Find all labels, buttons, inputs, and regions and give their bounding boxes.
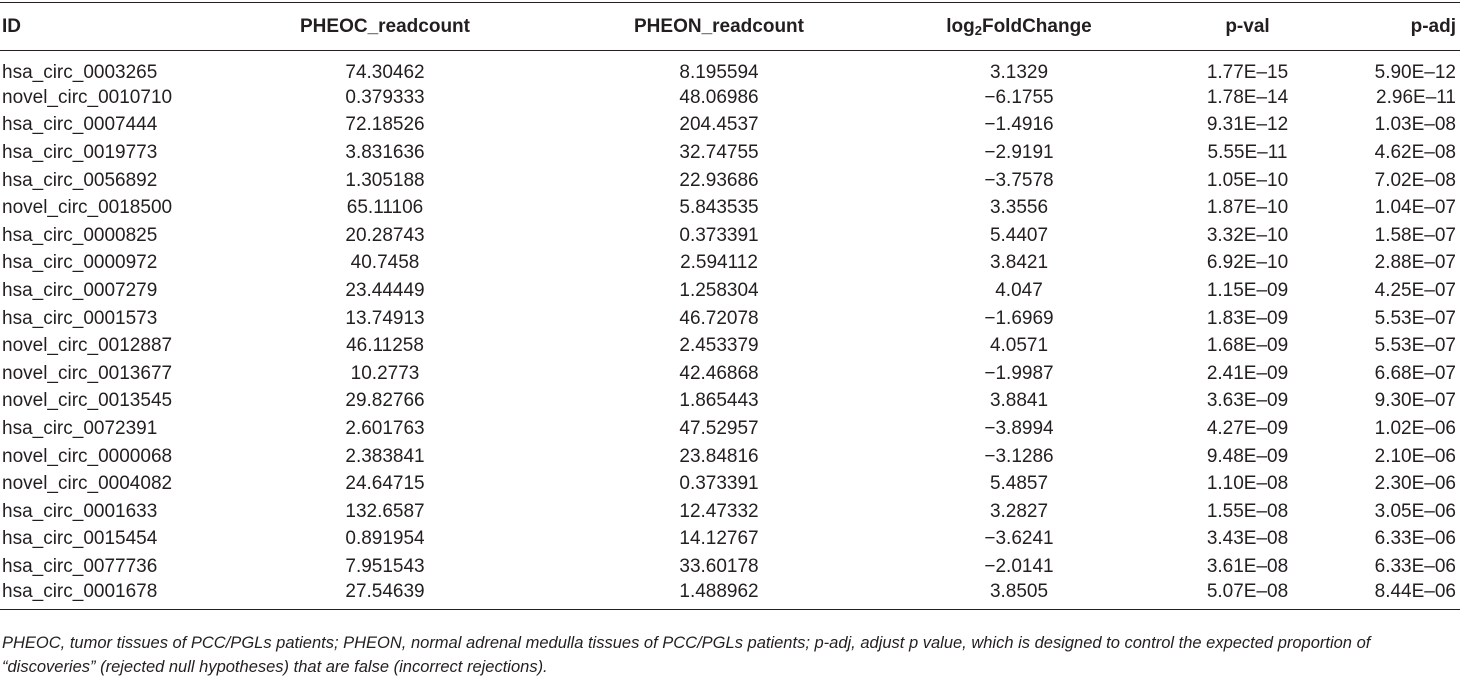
cell-p-adj: 5.90E–12 [1374,62,1456,83]
cell-p-adj: 1.04E–07 [1374,197,1456,219]
header-pheoc-readcount: PHEOC_readcount [300,15,470,37]
cell-pheon-readcount: 2.594112 [680,252,758,274]
cell-p-val: 5.07E–08 [1206,580,1289,602]
cell-p-val: 3.63E–09 [1206,390,1289,412]
cell-pheon-readcount: 22.93686 [679,169,759,191]
cell-pheon-readcount: 0.373391 [679,224,759,246]
cell-id: novel_circ_0000068 [2,445,173,467]
cell-log2-fold-change: −1.9987 [984,362,1054,384]
table-row [0,222,1460,250]
cell-log2-fold-change: 3.1329 [989,62,1049,83]
table-row [0,360,1460,388]
header-row [0,3,1460,51]
cell-pheon-readcount: 1.488962 [679,580,759,602]
header-log2-suffix: FoldChange [981,15,1092,37]
header-log2-fold-change [868,3,1170,51]
cell-id: novel_circ_0010710 [2,86,173,108]
cell-id: hsa_circ_0056892 [2,169,158,191]
cell-log2-fold-change: −3.6241 [984,528,1054,550]
cell-log2-fold-change: 4.047 [995,279,1043,301]
cell-pheon-readcount: 42.46868 [679,362,759,384]
cell-p-val: 1.10E–08 [1206,473,1289,495]
cell-log2-fold-change: 5.4407 [989,224,1049,246]
cell-p-adj: 6.68E–07 [1374,362,1456,384]
cell-p-val: 9.31E–12 [1206,114,1289,136]
cell-id: hsa_circ_0019773 [2,141,158,163]
cell-pheon-readcount: 23.84816 [679,445,759,467]
cell-id: novel_circ_0013677 [2,362,173,384]
cell-pheoc-readcount: 2.383841 [345,445,425,467]
cell-pheon-readcount: 46.72078 [679,307,759,329]
table-row [0,470,1460,498]
cell-pheon-readcount: 48.06986 [679,86,759,108]
cell-log2-fold-change: 3.8505 [989,580,1049,602]
cell-pheon-readcount: 1.258304 [679,279,759,301]
cell-log2-fold-change: −1.4916 [984,114,1054,136]
cell-pheoc-readcount: 46.11258 [346,335,424,357]
table-row [0,139,1460,167]
cell-pheon-readcount: 33.60178 [679,555,759,577]
cell-p-adj: 7.02E–08 [1374,169,1456,191]
cell-log2-fold-change: 4.0571 [989,335,1049,357]
cell-p-val: 2.41E–09 [1206,362,1289,384]
cell-pheon-readcount: 32.74755 [679,141,759,163]
cell-p-val: 1.15E–09 [1206,279,1289,301]
cell-log2-fold-change: −3.7578 [984,169,1054,191]
cell-p-adj: 6.33E–06 [1374,528,1456,550]
cell-p-adj: 9.30E–07 [1374,390,1456,412]
cell-pheoc-readcount: 27.54639 [345,580,425,602]
cell-pheoc-readcount: 20.28743 [345,224,425,246]
table-row [0,553,1460,581]
table-body [0,51,1460,610]
header-p-adj: p-adj [1410,15,1456,37]
cell-pheoc-readcount: 72.18526 [345,114,425,136]
cell-p-val: 1.77E–15 [1206,62,1289,83]
cell-id: hsa_circ_0007444 [2,114,158,136]
table-row [0,112,1460,140]
cell-pheoc-readcount: 132.6587 [345,500,425,522]
header-pheon-readcount: PHEON_readcount [634,15,804,37]
cell-p-adj: 4.62E–08 [1374,141,1456,163]
cell-id: hsa_circ_0000972 [2,252,158,274]
cell-log2-fold-change: −3.8994 [984,417,1054,439]
cell-p-val: 3.32E–10 [1206,224,1289,246]
table-row [0,332,1460,360]
cell-pheoc-readcount: 24.64715 [345,473,425,495]
cell-pheon-readcount: 0.373391 [679,473,759,495]
results-table [0,2,1460,610]
table-row [0,415,1460,443]
table-row [0,305,1460,333]
table-row [0,277,1460,305]
cell-pheon-readcount: 1.865443 [679,390,759,412]
cell-id: novel_circ_0004082 [2,473,173,495]
cell-p-val: 1.87E–10 [1206,197,1289,219]
cell-p-val: 1.68E–09 [1206,335,1289,357]
cell-pheon-readcount: 5.843535 [679,197,759,219]
table-row [0,167,1460,195]
cell-p-adj: 8.44E–06 [1374,580,1456,602]
cell-pheoc-readcount: 2.601763 [345,417,425,439]
cell-p-val: 3.61E–08 [1206,555,1289,577]
header-log2-prefix: log [946,15,975,37]
cell-log2-fold-change: −6.1755 [984,86,1054,108]
cell-id: hsa_circ_0015454 [2,528,158,550]
cell-id: hsa_circ_0001633 [2,500,158,522]
cell-p-val: 1.55E–08 [1206,500,1289,522]
cell-p-adj: 2.96E–11 [1376,86,1456,108]
cell-pheoc-readcount: 40.7458 [350,252,420,274]
cell-pheoc-readcount: 0.891954 [345,528,425,550]
cell-log2-fold-change: 3.8421 [989,252,1049,274]
cell-pheoc-readcount: 65.11106 [346,197,424,219]
cell-id: novel_circ_0013545 [2,390,173,412]
cell-id: hsa_circ_0001678 [2,580,158,602]
cell-pheon-readcount: 2.453379 [679,335,759,357]
table-row [0,84,1460,112]
cell-pheoc-readcount: 3.831636 [345,141,425,163]
cell-log2-fold-change: −2.9191 [984,141,1054,163]
cell-pheoc-readcount: 1.305188 [345,169,425,191]
cell-log2-fold-change: 3.3556 [989,197,1049,219]
header-p-val: p-val [1225,15,1270,37]
cell-id: novel_circ_0012887 [2,335,173,357]
cell-pheoc-readcount: 13.74913 [345,307,425,329]
cell-p-adj: 1.03E–08 [1374,114,1456,136]
cell-id: hsa_circ_0003265 [2,62,158,83]
cell-p-val: 4.27E–09 [1206,417,1289,439]
cell-p-val: 5.55E–11 [1207,141,1288,163]
header-log2-subscript: 2 [974,22,982,38]
table-row [0,51,1460,85]
table-row [0,194,1460,222]
table-row [0,526,1460,554]
table-row [0,443,1460,471]
cell-pheoc-readcount: 10.2773 [350,362,420,384]
cell-log2-fold-change: 3.8841 [989,390,1049,412]
cell-p-val: 9.48E–09 [1206,445,1289,467]
table-row [0,581,1460,610]
cell-log2-fold-change: −1.6969 [984,307,1054,329]
cell-p-adj: 2.30E–06 [1374,473,1456,495]
table-header [0,3,1460,51]
cell-p-val: 6.92E–10 [1206,252,1289,274]
cell-p-adj: 6.33E–06 [1374,555,1456,577]
cell-id: hsa_circ_0077736 [2,555,158,577]
cell-id: hsa_circ_0007279 [2,279,158,301]
table-row [0,250,1460,278]
table-row [0,498,1460,526]
cell-log2-fold-change: 5.4857 [989,473,1049,495]
cell-p-adj: 2.10E–06 [1374,445,1456,467]
cell-pheon-readcount: 8.195594 [679,62,759,83]
cell-log2-fold-change: 3.2827 [989,500,1049,522]
cell-p-val: 1.83E–09 [1206,307,1289,329]
cell-p-adj: 4.25E–07 [1374,279,1456,301]
cell-id: hsa_circ_0072391 [2,417,158,439]
cell-p-adj: 1.58E–07 [1374,224,1456,246]
cell-pheon-readcount: 47.52957 [679,417,759,439]
cell-p-adj: 1.02E–06 [1374,417,1456,439]
cell-pheoc-readcount: 7.951543 [345,555,425,577]
cell-p-adj: 3.05E–06 [1374,500,1456,522]
cell-pheon-readcount: 14.12767 [679,528,759,550]
header-id: ID [2,15,21,37]
cell-pheoc-readcount: 0.379333 [345,86,425,108]
table-footnote: PHEOC, tumor tissues of PCC/PGLs patients; PHEON, normal adrenal medulla tissues of PCC/PGLs patients; p-adj, adjust p value, which is designed to control the expected proportion of “discoveries” (rejected null hypotheses) that are false (incorrect rejections). [2,634,1371,676]
cell-p-val: 1.78E–14 [1206,86,1289,108]
cell-log2-fold-change: −2.0141 [984,555,1054,577]
cell-id: hsa_circ_0001573 [2,307,158,329]
cell-id: novel_circ_0018500 [2,197,173,219]
cell-p-adj: 5.53E–07 [1374,307,1456,329]
cell-pheon-readcount: 12.47332 [679,500,759,522]
cell-p-adj: 2.88E–07 [1374,252,1456,274]
cell-p-val: 1.05E–10 [1206,169,1289,191]
table-row [0,388,1460,416]
cell-pheoc-readcount: 23.44449 [345,279,425,301]
cell-pheon-readcount: 204.4537 [679,114,759,136]
cell-id: hsa_circ_0000825 [2,224,158,246]
cell-p-adj: 5.53E–07 [1374,335,1456,357]
cell-pheoc-readcount: 29.82766 [345,390,425,412]
cell-pheoc-readcount: 74.30462 [345,62,425,83]
cell-p-val: 3.43E–08 [1206,528,1289,550]
cell-log2-fold-change: −3.1286 [984,445,1054,467]
